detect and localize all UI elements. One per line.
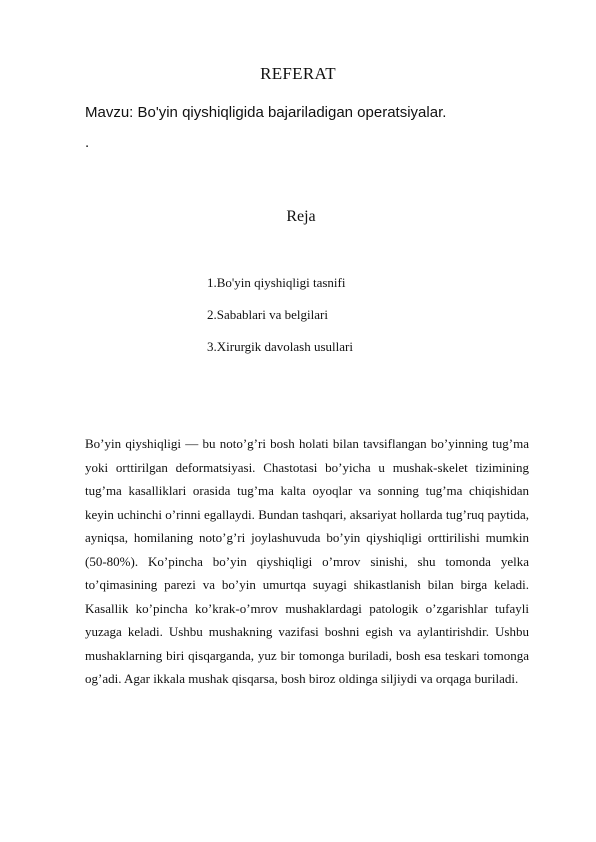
plan-item-1: 1.Bo'yin qiyshiqligi tasnifi <box>207 275 346 290</box>
plan-heading: Reja <box>286 208 316 225</box>
plan-list <box>207 274 353 370</box>
body-paragraph: Bo’yin qiyshiqligi — bu noto’g’ri bosh holati bilan tavsiflangan bo’yinning tug’ma yoki orttirilgan deformatsiyasi. Chastotasi bo’yicha u mushak-skelet tizimining tug’ma kasalliklari orasida tug’ma kalta oyoqlar va sonning tug’ma chiqishidan keyin uchinchi o’rinni egallaydi. Bundan tashqari, aksariyat hollarda tug’ruq paytida, ayniqsa, homilaning noto’g’ri joylashuvuda bo’yin qiyshiqligi orttirilishi mumkin (50-80%). Ko’pincha bo’yin qiyshiqligi o’mrov sinishi, shu tomonda yelka to’qimasining parezi va bo’yin umurtqa suyagi shikastlanish bilan birga keladi. Kasallik ko’pincha ko’krak-o’mrov mushaklardagi patologik o’zgarishlar tufayli yuzaga keladi. Ushbu mushakning vazifasi boshni egish va aylantirishdir. Ushbu mushaklarning biri qisqarganda, yuz bir tomonga buriladi, bosh esa teskari tomonga og’adi. Agar ikkala mushak qisqarsa, bosh biroz oldinga siljiydi va orqaga buriladi. <box>85 436 529 686</box>
document-title: REFERAT <box>260 64 336 83</box>
separator-dot: . <box>85 134 90 151</box>
topic-line: Mavzu: Bo'yin qiyshiqligida bajariladigan operatsiyalar. <box>85 104 447 121</box>
plan-item-3: 3.Xirurgik davolash usullari <box>207 339 353 354</box>
plan-item-2: 2.Sabablari va belgilari <box>207 307 328 322</box>
